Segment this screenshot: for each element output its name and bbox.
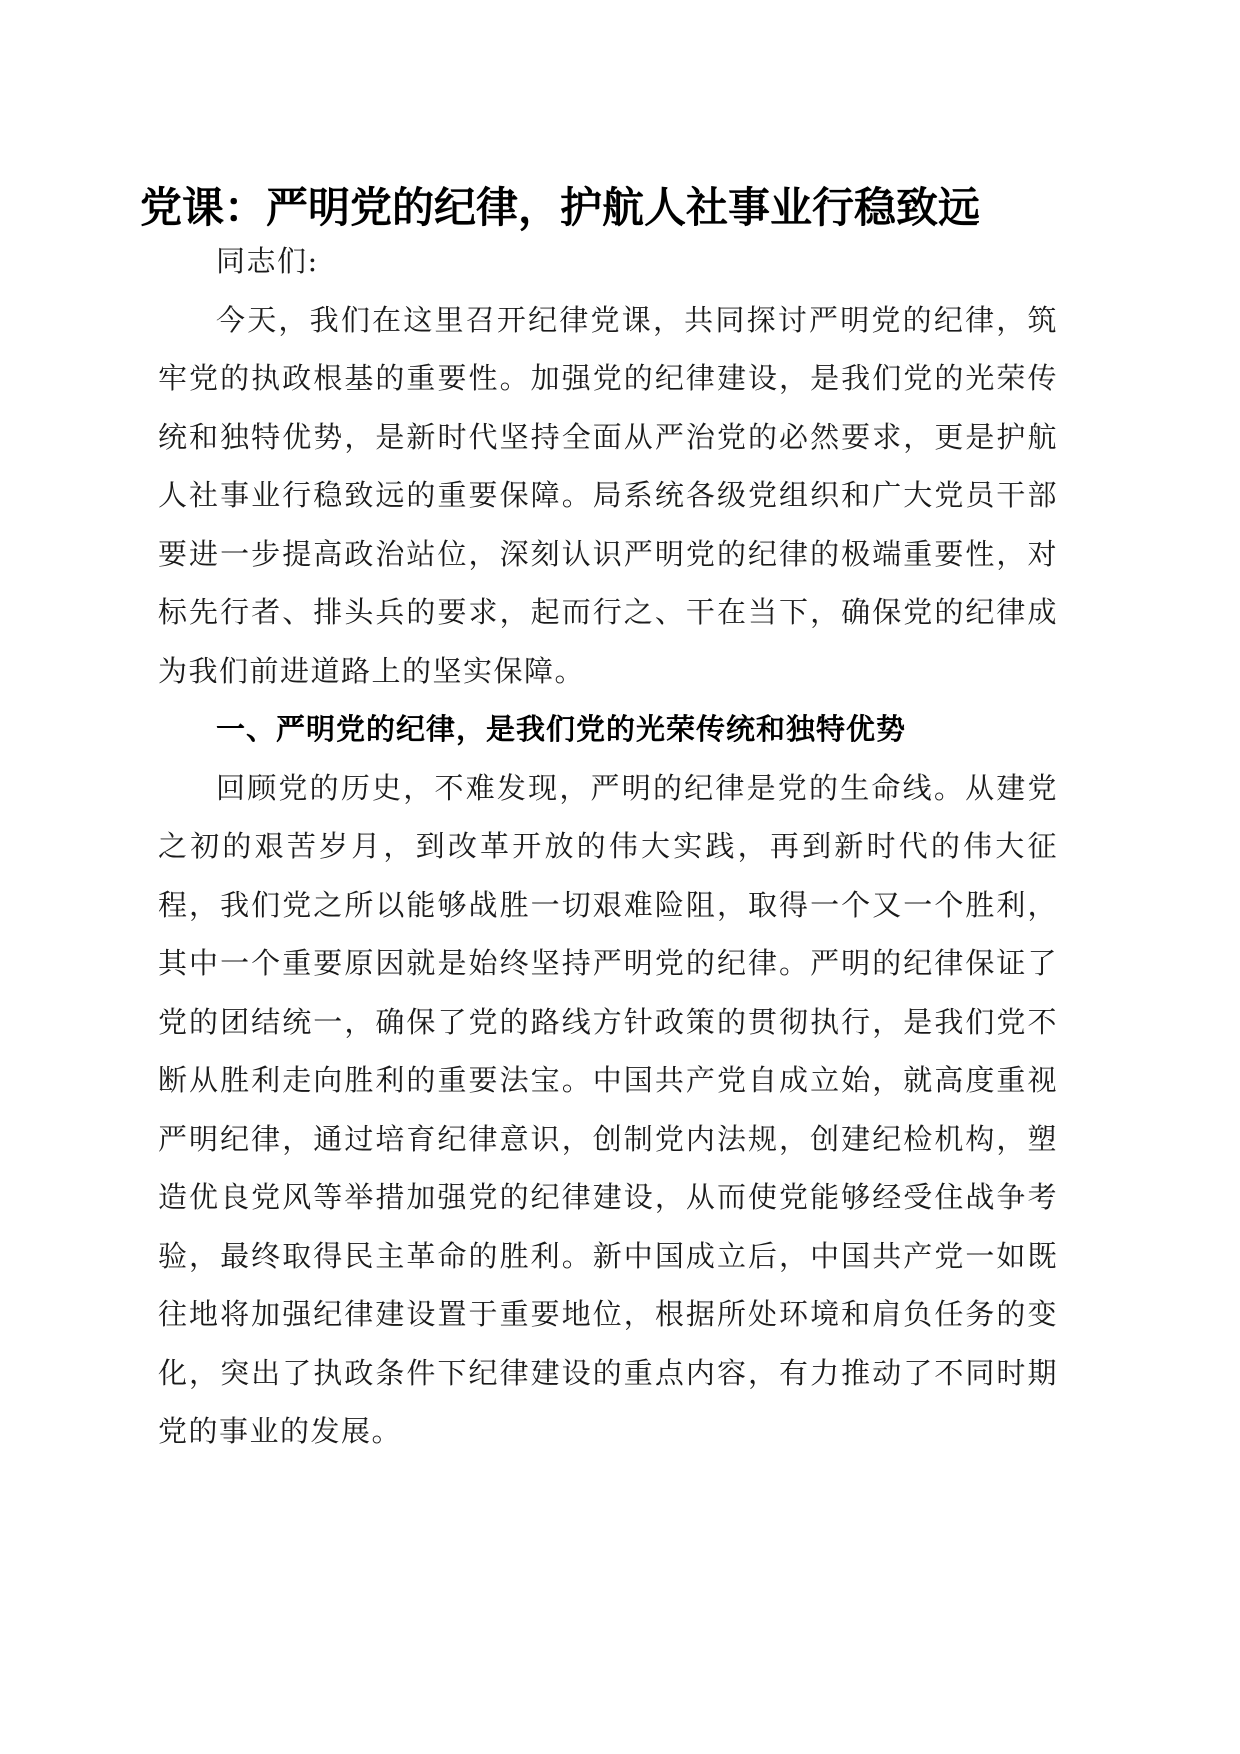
section-1-paragraph: 回顾党的历史，不难发现，严明的纪律是党的生命线。从建党之初的艰苦岁月，到改革开放的伟大实践，再到新时代的伟大征程，我们党之所以能够战胜一切艰难险阻，取得一个又一个胜利，其中一个重要原因就是始终坚持严明党的纪律。严明的纪律保证了党的团结统一，确保了党的路线方针政策的贯彻执行，是我们党不断从胜利走向胜利的重要法宝。中国共产党自成立始，就高度重视严明纪律，通过培育纪律意识，创制党内法规，创建纪检机构，塑造优良党风等举措加强党的纪律建设，从而使党能够经受住战争考验，最终取得民主革命的胜利。新中国成立后，中国共产党一如既往地将加强纪律建设置于重要地位，根据所处环境和肩负任务的变化，突出了执政条件下纪律建设的重点内容，有力推动了不同时期党的事业的发展。 [158, 770, 1058, 1448]
section-1-heading: 一、严明党的纪律，是我们党的光荣传统和独特优势 [216, 712, 907, 746]
intro-paragraph: 今天，我们在这里召开纪律党课，共同探讨严明党的纪律，筑牢党的执政根基的重要性。加强党的纪律建设，是我们党的光荣传统和独特优势，是新时代坚持全面从严治党的必然要求，更是护航人社事业行稳致远的重要保障。局系统各级党组织和广大党员干部要进一步提高政治站位，深刻认识严明党的纪律的极端重要性，对标先行者、排头兵的要求，起而行之、干在当下，确保党的纪律成为我们前进道路上的坚实保障。 [158, 302, 1058, 688]
salutation: 同志们: [216, 244, 319, 278]
document-title: 党课：严明党的纪律，护航人社事业行稳致远 [140, 183, 981, 232]
document-body [158, 232, 1058, 1461]
